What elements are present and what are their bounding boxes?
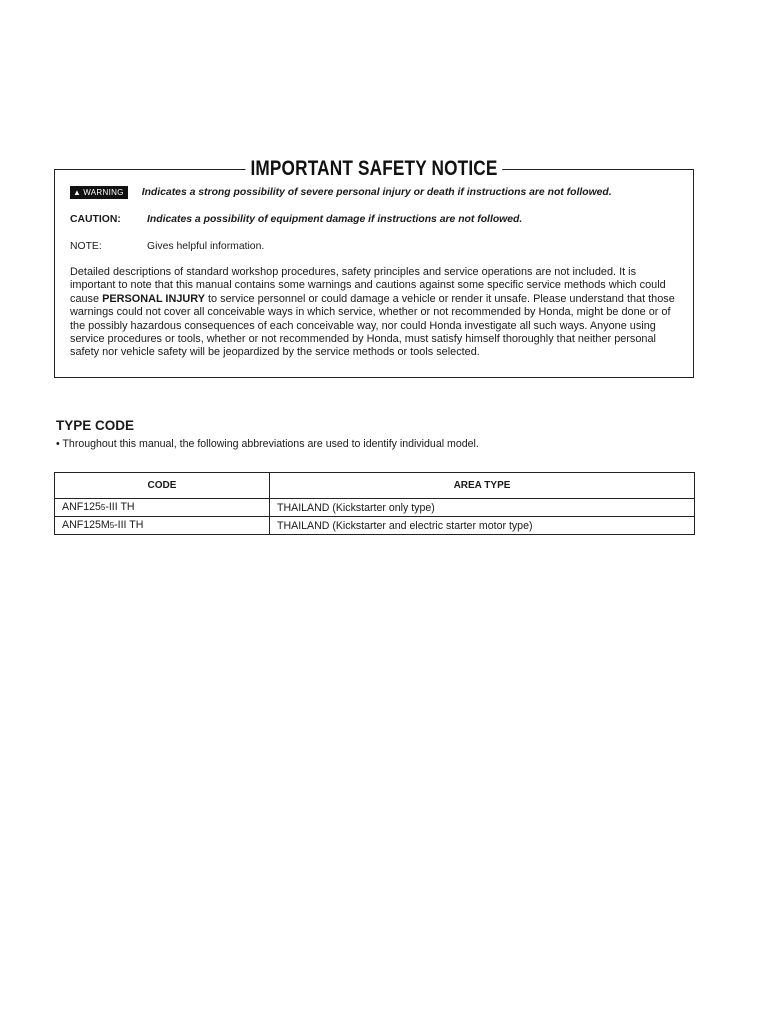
caution-row (70, 213, 522, 226)
note-label: NOTE: (70, 241, 102, 252)
notice-title: IMPORTANT SAFETY NOTICE (246, 156, 503, 182)
table-header-row (55, 473, 695, 499)
code-tail: -III TH (114, 519, 144, 531)
code-main: ANF125M (62, 519, 110, 531)
warning-row (70, 186, 612, 199)
code-cell (55, 517, 270, 535)
table-row (55, 517, 695, 535)
notice-body-emphasis: PERSONAL INJURY (102, 292, 205, 305)
type-code-heading: TYPE CODE (56, 418, 135, 433)
area-type-cell: THAILAND (Kickstarter and electric starter motor type) (270, 517, 695, 535)
warning-triangle-icon: ▲ (73, 188, 82, 197)
code-cell (55, 499, 270, 517)
note-description: Gives helpful information. (147, 241, 265, 252)
column-header-code: CODE (55, 473, 270, 499)
area-type-cell: THAILAND (Kickstarter only type) (270, 499, 695, 517)
safety-notice-box (54, 157, 694, 378)
type-code-note: • Throughout this manual, the following abbreviations are used to identify individual model. (56, 438, 479, 450)
note-row (70, 240, 264, 253)
code-sub: 5 (100, 503, 106, 512)
warning-badge (70, 186, 128, 199)
notice-body-paragraph (70, 266, 682, 360)
code-sub: 5 (109, 521, 115, 530)
code-tail: -III TH (105, 501, 135, 513)
code-main: ANF125 (62, 501, 101, 513)
type-code-table (54, 472, 695, 535)
caution-label: CAUTION: (70, 214, 121, 225)
warning-description: Indicates a strong possibility of severe personal injury or death if instructions are not followed. (141, 187, 612, 198)
table-row (55, 499, 695, 517)
notice-body-part-1: Detailed descriptions of standard workshop procedures, safety principles and service operations are not included. It is important to note that this manual contains some warnings and cautions against some specific service methods which could cause (70, 266, 666, 305)
warning-badge-label: WARNING (83, 188, 124, 197)
notice-body-part-2: to service personnel or could damage a vehicle or render it unsafe. Please understand that those warnings could not cover all conceivable ways in which service, whether or not recommended by Honda, might be done or of the possibly hazardous consequences of each conceivable way, nor could Honda investigate all such ways. Anyone using service procedures or tools, whether or not recommended by Honda, must satisfy himself thoroughly that neither personal safety nor vehicle safety will be jeopardized by the service methods or tools selected. (70, 292, 675, 359)
column-header-area-type: AREA TYPE (270, 473, 695, 499)
caution-description: Indicates a possibility of equipment damage if instructions are not followed. (147, 214, 523, 225)
